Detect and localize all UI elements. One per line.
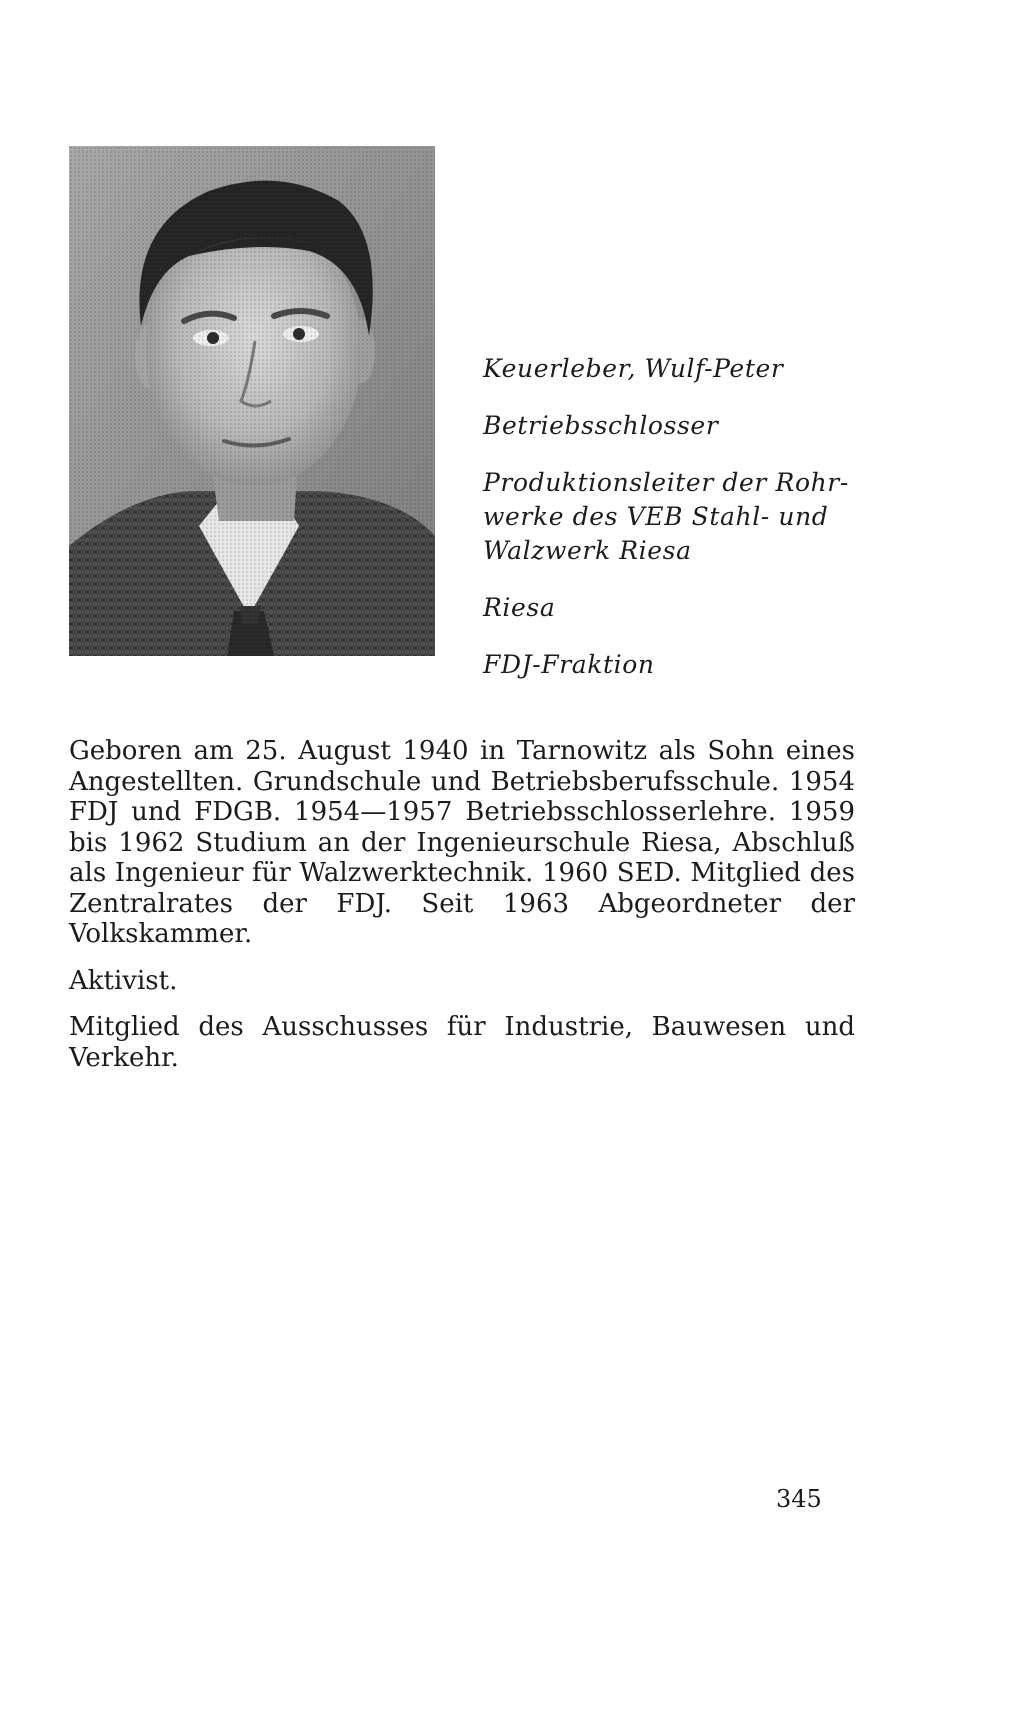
faction: FDJ-Fraktion <box>483 650 655 679</box>
portrait-photo <box>69 146 435 656</box>
bio-paragraph: Geboren am 25. August 1940 in Tarnowitz als Sohn eines Angestellten. Grundschule und Betriebsberufsschule. 1954 FDJ und FDGB. 1954—1957 Betriebsschlosserlehre. 1959 bis 1962 Studium an der Ingenieurschule Riesa, Abschluß als Ingenieur für Walzwerktechnik. 1960 SED. Mitglied des Zentralrates der FDJ. Seit 1963 Abgeordneter der Volkskammer. <box>69 736 855 949</box>
biography <box>69 736 855 1089</box>
position: Produktionsleiter der Rohr- werke des VEB Stahl- und Walzwerk Riesa <box>483 468 849 565</box>
bio-paragraph: Mitglied des Ausschusses für Industrie, Bauwesen und Verkehr. <box>69 1012 855 1073</box>
occupation: Betriebsschlosser <box>483 411 719 440</box>
place: Riesa <box>483 593 556 622</box>
caption-block <box>483 352 873 705</box>
bio-paragraph: Aktivist. <box>69 965 178 996</box>
person-name: Keuerleber, Wulf-Peter <box>483 354 784 383</box>
portrait-image <box>69 146 435 656</box>
page-number: 345 <box>776 1485 822 1513</box>
